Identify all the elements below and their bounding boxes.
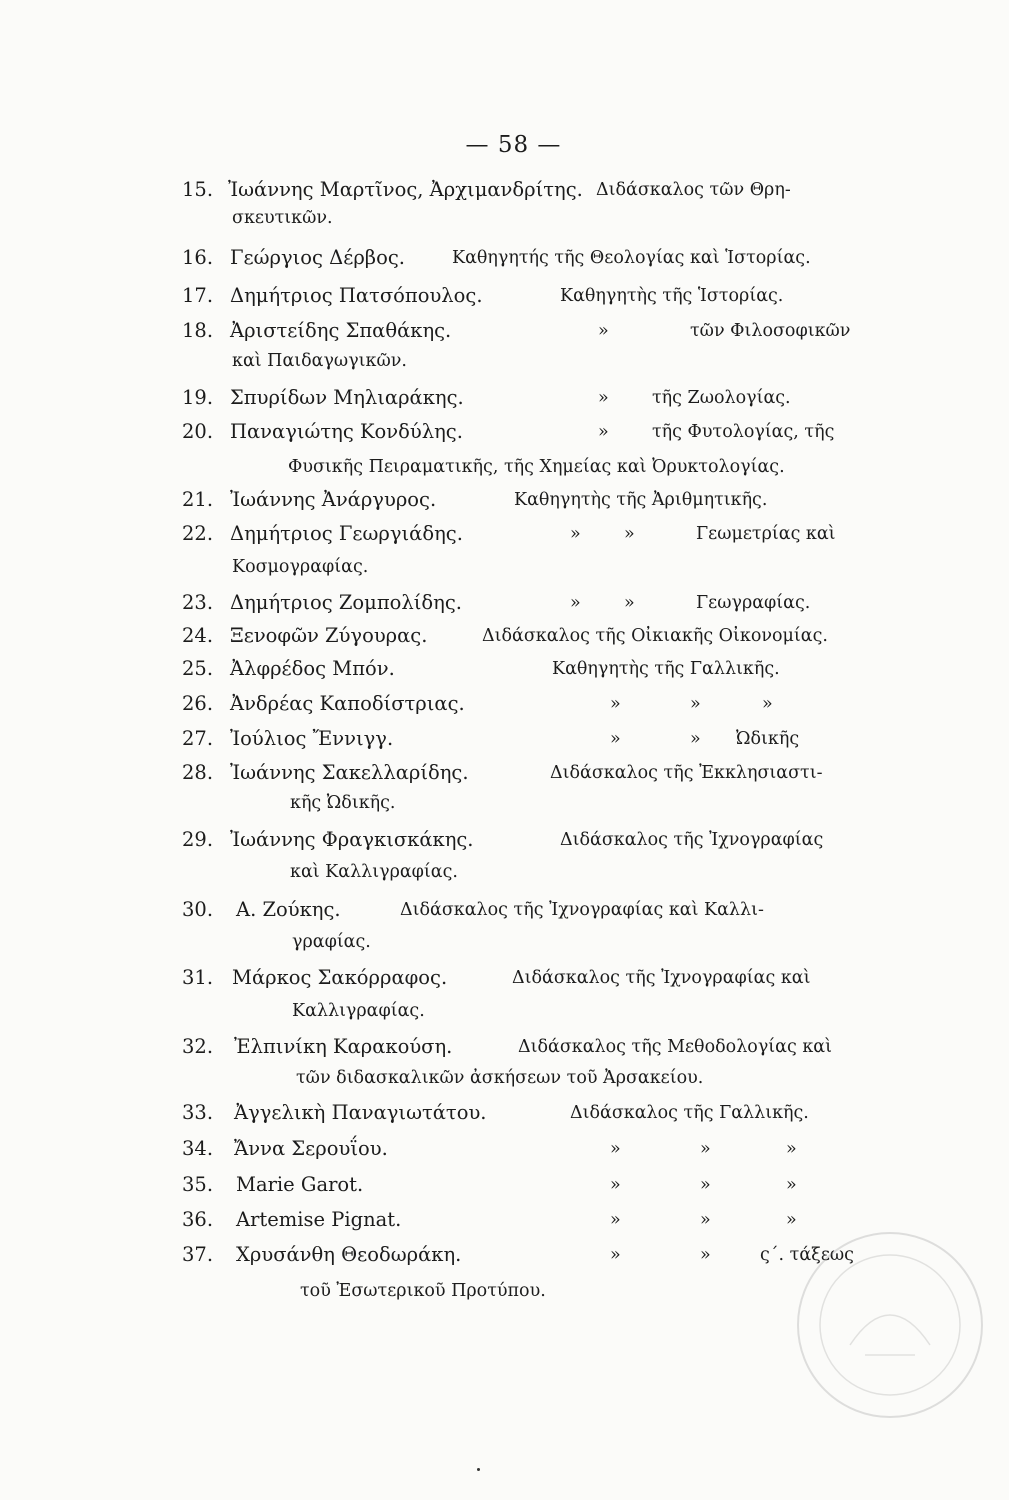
entry-number: 20. — [182, 420, 214, 443]
entry-number: 32. — [182, 1035, 214, 1058]
entry-role: Διδάσκαλος τῆς Ἰχνογραφίας καὶ Καλλι- — [400, 900, 764, 920]
entry-name: Ἰωάννης Σακελλαρίδης. — [230, 761, 469, 784]
entry-role: Καθηγητὴς τῆς Ἱστορίας. — [560, 286, 784, 306]
ditto-mark: » — [598, 422, 609, 442]
entry-role: Διδάσκαλος τῆς Οἰκιακῆς Οἰκονομίας. — [482, 626, 828, 646]
ditto-mark: » — [786, 1139, 797, 1159]
entry-name: Ἰωάννης Φραγκισκάκης. — [230, 828, 474, 851]
entry-number: 25. — [182, 657, 214, 680]
entry-number: 36. — [182, 1208, 214, 1231]
entry-name: Ἀριστείδης Σπαθάκης. — [230, 319, 452, 342]
ditto-mark: » — [786, 1210, 797, 1230]
entry-role: Ὠδικῆς — [736, 729, 800, 749]
entry-number: 31. — [182, 966, 214, 989]
entry-continuation: Καλλιγραφίας. — [292, 1001, 425, 1021]
entry-continuation: Κοσμογραφίας. — [232, 557, 369, 577]
entry-number: 16. — [182, 246, 214, 269]
entry-name: Marie Garot. — [236, 1173, 364, 1196]
ditto-mark: » — [610, 1175, 621, 1195]
ditto-mark: » — [610, 694, 621, 714]
entry-number: 28. — [182, 761, 214, 784]
entry-role: ς΄. τάξεως — [760, 1245, 854, 1265]
entry-continuation: καὶ Παιδαγωγικῶν. — [232, 351, 407, 371]
ditto-mark: » — [690, 694, 701, 714]
ditto-mark: » — [598, 388, 609, 408]
entry-continuation: τοῦ Ἐσωτερικοῦ Προτύπου. — [300, 1281, 546, 1301]
entry-role: Διδάσκαλος τῆς Μεθοδολογίας καὶ — [518, 1037, 832, 1057]
ditto-mark: » — [762, 694, 773, 714]
entry-role: Διδάσκαλος τῆς Γαλλικῆς. — [570, 1103, 809, 1123]
ditto-mark: » — [700, 1245, 711, 1265]
entry-number: 29. — [182, 828, 214, 851]
entry-name: Παναγιώτης Κονδύλης. — [230, 420, 463, 443]
ditto-mark: » — [786, 1175, 797, 1195]
ditto-mark: » — [624, 524, 635, 544]
entry-number: 35. — [182, 1173, 214, 1196]
ditto-mark: » — [700, 1175, 711, 1195]
entry-continuation: γραφίας. — [292, 932, 371, 952]
entry-role: Καθηγητής τῆς Θεολογίας καὶ Ἱστορίας. — [452, 248, 811, 268]
entry-name: Δημήτριος Ζομπολίδης. — [230, 591, 462, 614]
entry-continuation: τῶν διδασκαλικῶν ἀσκήσεων τοῦ Ἀρσακείου. — [296, 1068, 704, 1088]
entry-name: Ἀλφρέδος Μπόν. — [230, 657, 395, 680]
entry-role: τῆς Ζωολογίας. — [652, 388, 791, 408]
page-number: — 58 — — [465, 132, 562, 158]
ditto-mark: » — [610, 1139, 621, 1159]
entry-number: 37. — [182, 1243, 214, 1266]
entry-number: 27. — [182, 727, 214, 750]
entry-number: 30. — [182, 898, 214, 921]
entry-role: Διδάσκαλος τῆς Ἰχνογραφίας — [560, 830, 824, 850]
entry-name: Ἀνδρέας Καποδίστριας. — [230, 692, 465, 715]
entry-role: Διδάσκαλος τῆς Ἐκκλησιαστι- — [550, 763, 823, 783]
entry-name: Ἐλπινίκη Καρακούση. — [234, 1035, 453, 1058]
entry-continuation: καὶ Καλλιγραφίας. — [290, 862, 458, 882]
entry-number: 22. — [182, 522, 214, 545]
entry-number: 15. — [182, 178, 214, 201]
entry-continuation: σκευτικῶν. — [232, 208, 333, 228]
ditto-mark: » — [690, 729, 701, 749]
entry-name: Ἰωάννης Μαρτῖνος, Ἀρχιμανδρίτης. — [228, 178, 583, 201]
entry-name: Δημήτριος Πατσόπουλος. — [230, 284, 483, 307]
entry-role: Καθηγητὴς τῆς Γαλλικῆς. — [552, 659, 780, 679]
entry-name: Χρυσάνθη Θεοδωράκη. — [236, 1243, 462, 1266]
ditto-mark: » — [610, 1210, 621, 1230]
entry-name: Ἰωάννης Ἀνάργυρος. — [230, 488, 437, 511]
entry-role: Γεωγραφίας. — [696, 593, 811, 613]
entry-number: 23. — [182, 591, 214, 614]
entry-number: 21. — [182, 488, 214, 511]
entry-number: 17. — [182, 284, 214, 307]
entry-name: Artemise Pignat. — [236, 1208, 402, 1231]
entry-continuation: κῆς Ὠδικῆς. — [290, 793, 396, 813]
library-seal-watermark — [790, 1225, 990, 1425]
entry-number: 18. — [182, 319, 214, 342]
entry-role: Καθηγητὴς τῆς Ἀριθμητικῆς. — [514, 490, 768, 510]
ditto-mark: » — [598, 321, 609, 341]
entry-role: τῶν Φιλοσοφικῶν — [690, 321, 851, 341]
entry-number: 33. — [182, 1101, 214, 1124]
ditto-mark: » — [700, 1210, 711, 1230]
entry-role: Διδάσκαλος τῆς Ἰχνογραφίας καὶ — [512, 968, 811, 988]
entry-name: Γεώργιος Δέρβος. — [230, 246, 405, 269]
ditto-mark: » — [610, 729, 621, 749]
entry-name: Α. Ζούκης. — [236, 898, 341, 921]
ditto-mark: » — [700, 1139, 711, 1159]
entry-name: Ἀγγελικὴ Παναγιωτάτου. — [234, 1101, 487, 1124]
entry-role: τῆς Φυτολογίας, τῆς — [652, 422, 835, 442]
entry-name: Ἄννα Σερουΐου. — [234, 1137, 388, 1160]
entry-role: Διδάσκαλος τῶν Θρη- — [596, 180, 791, 200]
ditto-mark: » — [570, 524, 581, 544]
entry-name: Ξενοφῶν Ζύγουρας. — [230, 624, 428, 647]
entry-continuation: Φυσικῆς Πειραματικῆς, τῆς Χημείας καὶ Ὀρυκτολογίας. — [288, 457, 785, 477]
entry-number: 26. — [182, 692, 214, 715]
entry-name: Δημήτριος Γεωργιάδης. — [230, 522, 463, 545]
scan-speck — [477, 1468, 480, 1471]
ditto-mark: » — [570, 593, 581, 613]
ditto-mark: » — [624, 593, 635, 613]
entry-number: 34. — [182, 1137, 214, 1160]
entry-name: Ἰούλιος Ἔννιγγ. — [230, 727, 394, 750]
entry-name: Μάρκος Σακόρραφος. — [232, 966, 448, 989]
ditto-mark: » — [610, 1245, 621, 1265]
entry-role: Γεωμετρίας καὶ — [696, 524, 836, 544]
entry-number: 24. — [182, 624, 214, 647]
entry-name: Σπυρίδων Μηλιαράκης. — [230, 386, 464, 409]
entry-number: 19. — [182, 386, 214, 409]
